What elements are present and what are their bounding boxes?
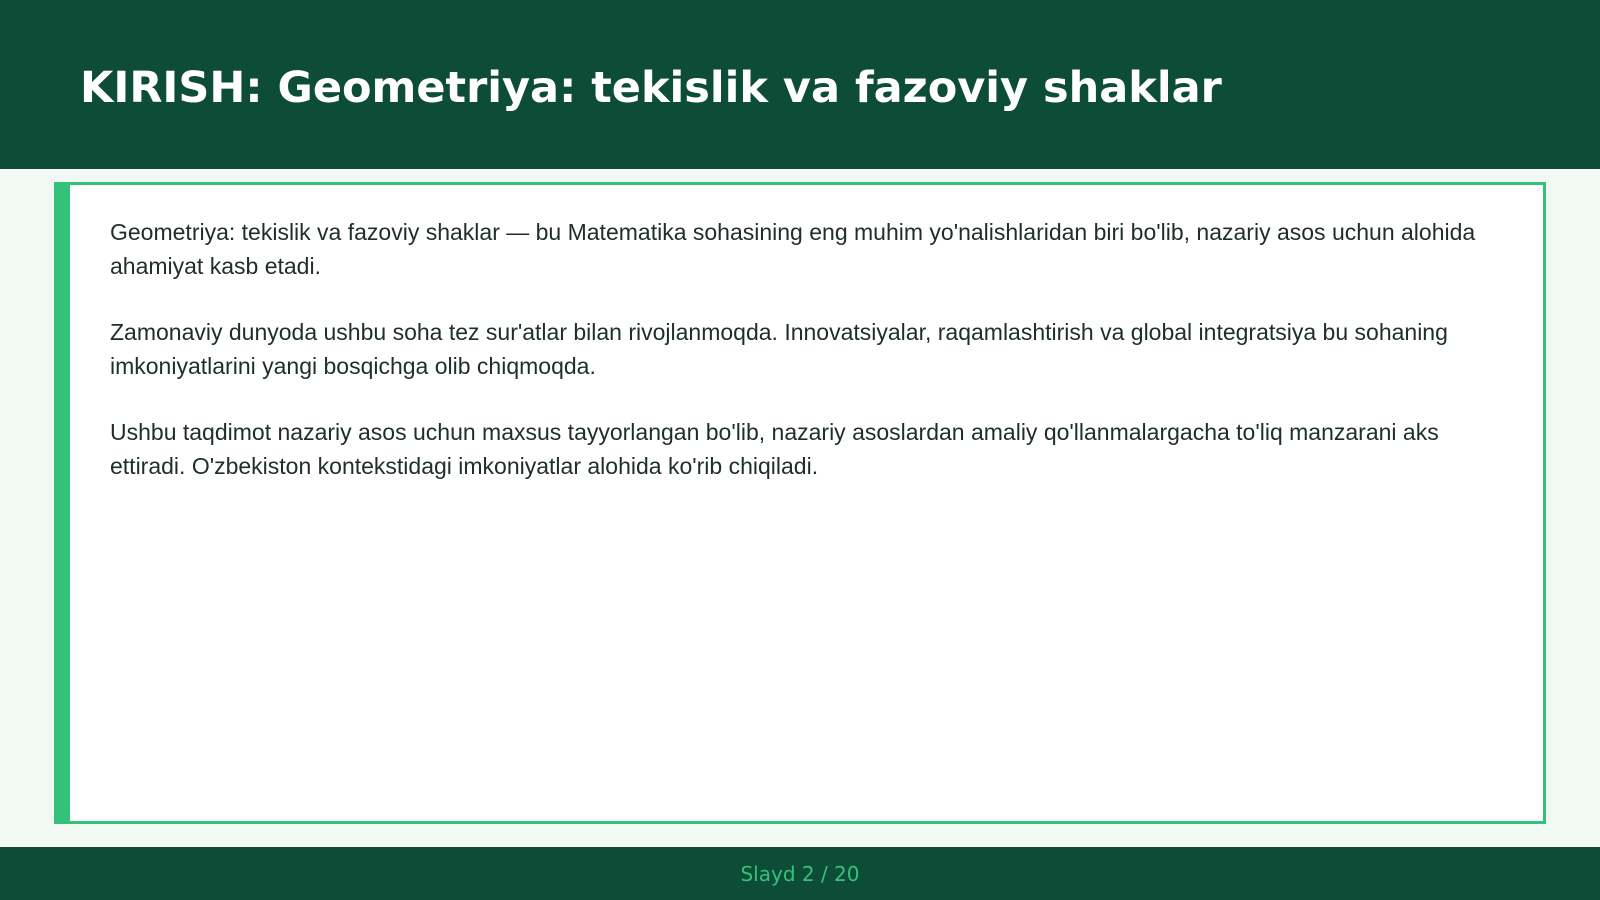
slide-counter: Slayd 2 / 20 [740,862,860,886]
paragraph-presentation-purpose: Ushbu taqdimot nazariy asos uchun maxsus tayyorlangan bo'lib, nazariy asoslardan amaliy qo'llanmalargacha to'liq manzarani aks ettiradi. O'zbekiston kontekstidagi imkoniyatlar alohida ko'rib chiqiladi. [110,419,1439,479]
slide-header [0,0,1600,169]
slide-title: KIRISH: Geometriya: tekislik va fazoviy shaklar [80,63,1222,113]
paragraph-intro: Geometriya: tekislik va fazoviy shaklar — bu Matematika sohasining eng muhim yo'nalishlaridan biri bo'lib, nazariy asos uchun alohida ahamiyat kasb etadi. [110,219,1476,279]
slide-footer [0,847,1600,900]
content-panel [54,182,1546,824]
paragraph-modern-world: Zamonaviy dunyoda ushbu soha tez sur'atlar bilan rivojlanmoqda. Innovatsiyalar, raqamlashtirish va global integratsiya bu sohaning imkoniyatlarini yangi bosqichga olib chiqmoqda. [110,319,1448,379]
content-body [110,215,1500,515]
